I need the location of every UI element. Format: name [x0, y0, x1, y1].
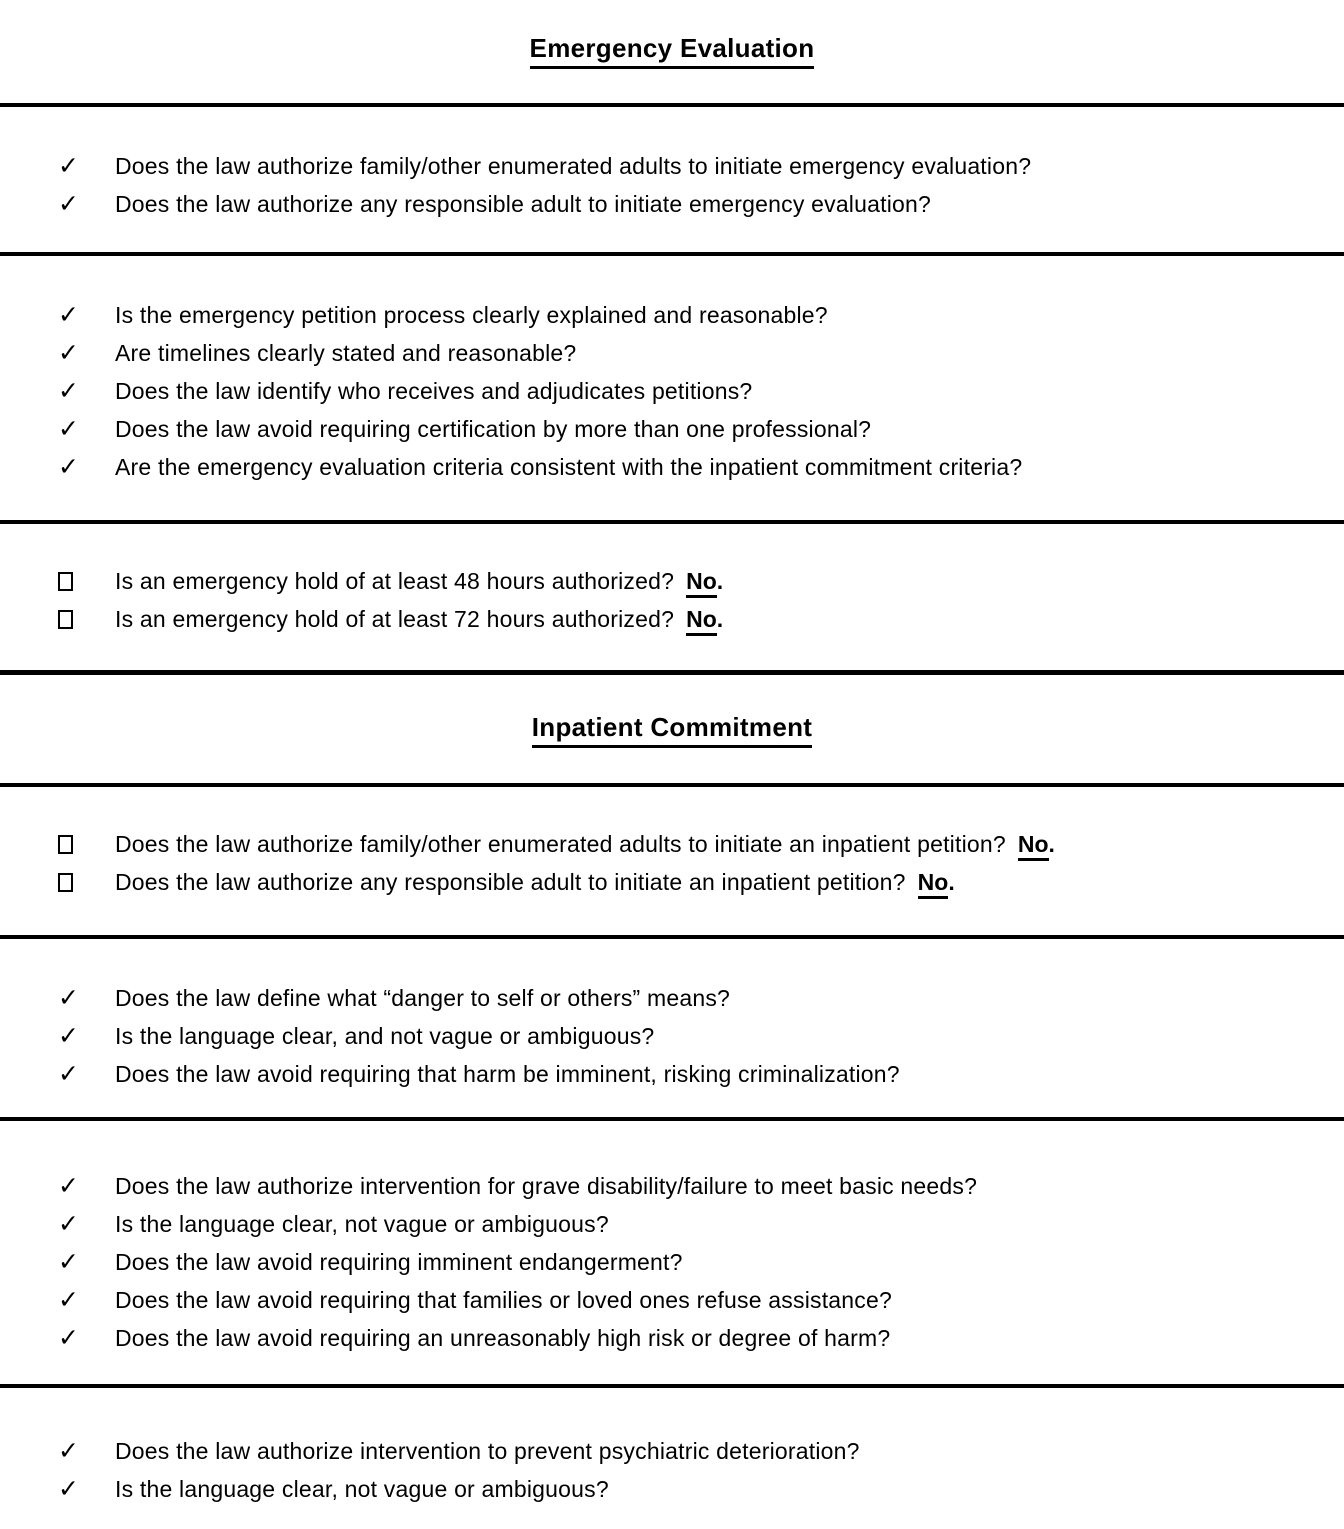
item-text: Does the law avoid requiring imminent endangerment? — [115, 1249, 683, 1275]
checkmark-icon: ✓ — [58, 376, 79, 405]
checklist-item — [58, 562, 1344, 600]
checklist-item — [58, 185, 1344, 223]
group-emergency-hold — [0, 524, 1344, 670]
marker-cell — [58, 1281, 115, 1319]
emergency-evaluation-title: Emergency Evaluation — [530, 33, 815, 69]
group-inpatient-initiation — [0, 787, 1344, 935]
checklist-item — [58, 1017, 1344, 1055]
item-text: Does the law authorize intervention for grave disability/failure to meet basic needs? — [115, 1173, 978, 1199]
item-text: Does the law avoid requiring an unreasonably high risk or degree of harm? — [115, 1325, 891, 1351]
group-danger-to-self — [0, 939, 1344, 1117]
item-text: Does the law avoid requiring that families or loved ones refuse assistance? — [115, 1287, 892, 1313]
checkmark-icon: ✓ — [58, 300, 79, 329]
answer-period: . — [716, 606, 724, 632]
item-text: Is an emergency hold of at least 48 hours authorized? — [115, 568, 675, 594]
checklist-item — [58, 1243, 1344, 1281]
checklist-item — [58, 1281, 1344, 1319]
marker-cell — [58, 562, 115, 600]
empty-checkbox-icon — [58, 873, 73, 892]
group-emergency-petition-process — [0, 256, 1344, 520]
checklist-item — [58, 372, 1344, 410]
checkmark-icon: ✓ — [58, 151, 79, 180]
marker-cell — [58, 863, 115, 901]
checkmark-icon: ✓ — [58, 1474, 79, 1503]
marker-cell — [58, 185, 115, 223]
checklist-item — [58, 1167, 1344, 1205]
answer-period: . — [948, 869, 955, 895]
answer — [1018, 831, 1055, 857]
group-psychiatric-deterioration — [0, 1388, 1344, 1529]
answer — [918, 869, 955, 895]
item-text: Does the law authorize family/other enumerated adults to initiate emergency evaluation? — [115, 153, 1032, 179]
checklist-item — [58, 1470, 1344, 1508]
marker-cell — [58, 1167, 115, 1205]
answer-no: No — [686, 568, 717, 598]
marker-cell — [58, 1055, 115, 1093]
checklist-item — [58, 600, 1344, 638]
item-text: Is the language clear, not vague or ambiguous? — [115, 1211, 609, 1237]
marker-cell — [58, 448, 115, 486]
empty-checkbox-icon — [58, 572, 73, 591]
marker-cell — [58, 372, 115, 410]
checkmark-icon: ✓ — [58, 338, 79, 367]
checklist-item — [58, 1432, 1344, 1470]
checklist-item — [58, 1319, 1344, 1357]
checkmark-icon: ✓ — [58, 1247, 79, 1276]
item-text: Does the law authorize any responsible adult to initiate emergency evaluation? — [115, 191, 931, 217]
checkmark-icon: ✓ — [58, 1059, 79, 1088]
checkmark-icon: ✓ — [58, 1323, 79, 1352]
item-text: Does the law authorize intervention to prevent psychiatric deterioration? — [115, 1438, 860, 1464]
inpatient-commitment-title: Inpatient Commitment — [532, 712, 812, 748]
checklist-item — [58, 296, 1344, 334]
item-text: Does the law authorize any responsible adult to initiate an inpatient petition? — [115, 869, 906, 895]
item-text: Is the language clear, and not vague or ambiguous? — [115, 1023, 655, 1049]
marker-cell — [58, 1243, 115, 1281]
marker-cell — [58, 1432, 115, 1470]
checklist-item — [58, 863, 1344, 901]
checkmark-icon: ✓ — [58, 1209, 79, 1238]
item-text: Does the law authorize family/other enumerated adults to initiate an inpatient petition? — [115, 831, 1006, 857]
checkmark-icon: ✓ — [58, 983, 79, 1012]
checklist-item — [58, 147, 1344, 185]
marker-cell — [58, 296, 115, 334]
marker-cell — [58, 1470, 115, 1508]
empty-checkbox-icon — [58, 835, 73, 854]
checklist-item — [58, 825, 1344, 863]
answer-period: . — [716, 568, 724, 594]
answer-no: No — [1018, 831, 1049, 861]
answer — [686, 606, 723, 632]
checkmark-icon: ✓ — [58, 1171, 79, 1200]
item-text: Does the law avoid requiring certification by more than one professional? — [115, 416, 872, 442]
checkmark-icon: ✓ — [58, 452, 79, 481]
checklist-item — [58, 1055, 1344, 1093]
checklist-item — [58, 334, 1344, 372]
answer — [686, 568, 723, 594]
answer-period: . — [1048, 831, 1055, 857]
empty-checkbox-icon — [58, 610, 73, 629]
item-text: Are timelines clearly stated and reasonable? — [115, 340, 577, 366]
checklist-item — [58, 448, 1344, 486]
item-text: Is the language clear, not vague or ambiguous? — [115, 1476, 609, 1502]
checkmark-icon: ✓ — [58, 414, 79, 443]
answer-no: No — [918, 869, 949, 899]
marker-cell — [58, 1205, 115, 1243]
checkmark-icon: ✓ — [58, 1021, 79, 1050]
item-text: Are the emergency evaluation criteria consistent with the inpatient commitment criteria? — [115, 454, 1023, 480]
item-text: Is the emergency petition process clearly explained and reasonable? — [115, 302, 828, 328]
marker-cell — [58, 600, 115, 638]
marker-cell — [58, 334, 115, 372]
marker-cell — [58, 825, 115, 863]
section-emergency-evaluation-heading — [0, 0, 1344, 103]
checkmark-icon: ✓ — [58, 1436, 79, 1465]
item-text: Does the law avoid requiring that harm be imminent, risking criminalization? — [115, 1061, 900, 1087]
item-text: Does the law identify who receives and adjudicates petitions? — [115, 378, 753, 404]
checkmark-icon: ✓ — [58, 1285, 79, 1314]
item-text: Is an emergency hold of at least 72 hours authorized? — [115, 606, 675, 632]
item-text: Does the law define what “danger to self or others” means? — [115, 985, 731, 1011]
section-inpatient-commitment-heading — [0, 675, 1344, 783]
checklist-item — [58, 410, 1344, 448]
marker-cell — [58, 147, 115, 185]
marker-cell — [58, 1017, 115, 1055]
checkmark-icon: ✓ — [58, 189, 79, 218]
checklist-item — [58, 1205, 1344, 1243]
marker-cell — [58, 979, 115, 1017]
marker-cell — [58, 410, 115, 448]
checklist-item — [58, 979, 1344, 1017]
marker-cell — [58, 1319, 115, 1357]
group-grave-disability — [0, 1121, 1344, 1384]
group-emergency-initiation — [0, 107, 1344, 252]
answer-no: No — [686, 606, 717, 636]
